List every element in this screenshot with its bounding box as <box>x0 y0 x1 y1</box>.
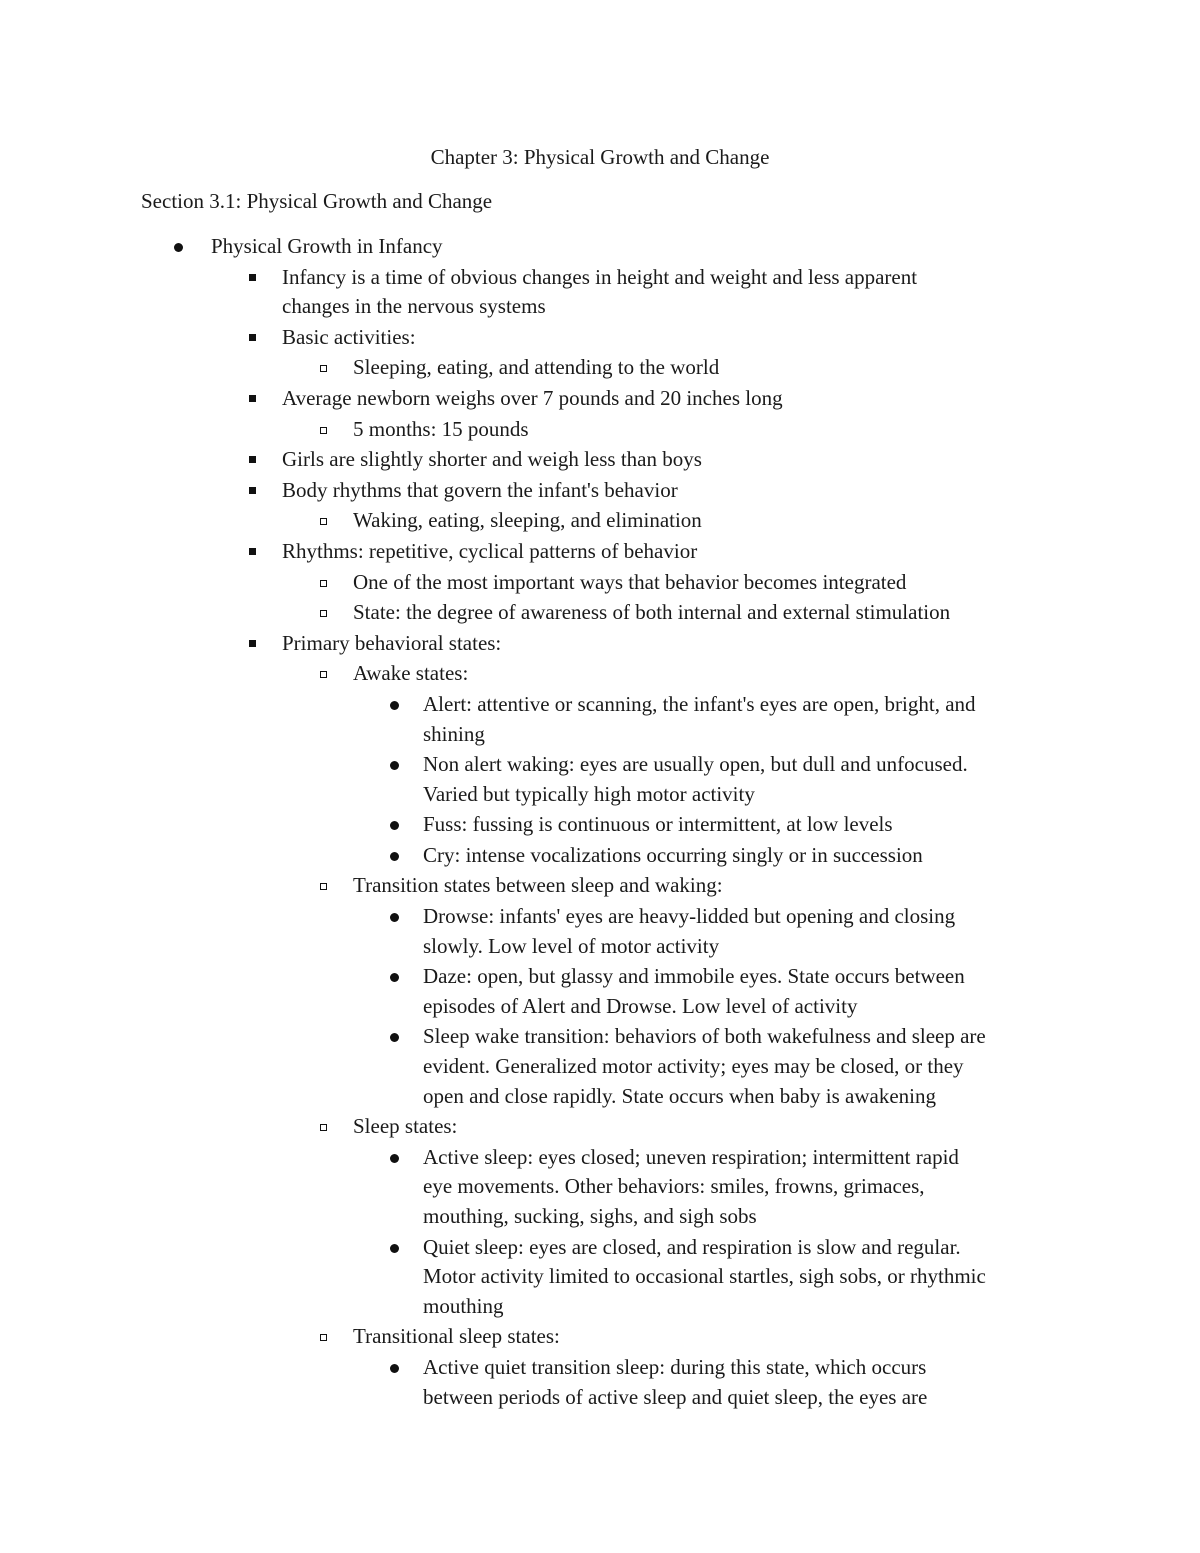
outline-text: Active quiet transition sleep: during this state, which occurs <box>423 1354 927 1379</box>
outline-text: shining <box>423 721 485 746</box>
bullet-open-square-icon <box>316 568 336 598</box>
outline-line <box>0 232 1200 262</box>
bullet-open-square-icon <box>316 659 336 689</box>
outline-line <box>0 445 1200 475</box>
bullet-open-square-icon <box>316 1112 336 1142</box>
outline-line <box>0 1172 1200 1202</box>
outline-line <box>0 962 1200 992</box>
bullet-dot-icon <box>386 1022 406 1052</box>
outline-line <box>0 871 1200 901</box>
outline-line <box>0 690 1200 720</box>
outline-line <box>0 263 1200 293</box>
outline-text: Alert: attentive or scanning, the infant's eyes are open, bright, and <box>423 691 976 716</box>
outline-line <box>0 720 1200 750</box>
outline-line <box>0 323 1200 353</box>
outline-line <box>0 992 1200 1022</box>
outline-line <box>0 629 1200 659</box>
outline-text: Physical Growth in Infancy <box>211 234 443 258</box>
outline-text: between periods of active sleep and quiet sleep, the eyes are <box>423 1384 928 1409</box>
outline-line <box>0 902 1200 932</box>
outline-text: One of the most important ways that behavior becomes integrated <box>353 569 907 594</box>
bullet-open-square-icon <box>316 506 336 536</box>
outline-line <box>0 1322 1200 1352</box>
bullet-dot-icon <box>170 232 190 262</box>
section-heading: Section 3.1: Physical Growth and Change <box>141 189 493 213</box>
outline-text: Active sleep: eyes closed; uneven respiration; intermittent rapid <box>423 1144 959 1169</box>
bullet-dot-icon <box>386 810 406 840</box>
outline-line <box>0 810 1200 840</box>
bullet-dot-icon <box>386 750 406 780</box>
outline-line <box>0 415 1200 445</box>
outline-line <box>0 537 1200 567</box>
bullet-dot-icon <box>386 841 406 871</box>
outline-text: Average newborn weighs over 7 pounds and 20 inches long <box>282 385 783 410</box>
outline-line <box>0 1292 1200 1322</box>
outline-text: mouthing <box>423 1293 504 1318</box>
outline-line <box>0 1233 1200 1263</box>
bullet-open-square-icon <box>316 415 336 445</box>
outline-text: Drowse: infants' eyes are heavy-lidded but opening and closing <box>423 904 956 929</box>
outline-line <box>0 1383 1200 1413</box>
bullet-dot-icon <box>386 902 406 932</box>
outline-line <box>0 292 1200 322</box>
bullet-square-icon <box>245 323 265 353</box>
outline-text: Infancy is a time of obvious changes in height and weight and less apparent <box>282 264 918 289</box>
outline-text: Awake states: <box>353 661 469 686</box>
bullet-dot-icon <box>386 1143 406 1173</box>
bullet-open-square-icon <box>316 598 336 628</box>
outline-line <box>0 1052 1200 1082</box>
outline-line <box>0 1112 1200 1142</box>
outline-line <box>0 659 1200 689</box>
outline-text: Transitional sleep states: <box>353 1324 560 1349</box>
bullet-square-icon <box>245 537 265 567</box>
outline-text: episodes of Alert and Drowse. Low level of activity <box>423 993 858 1018</box>
outline-text: Quiet sleep: eyes are closed, and respiration is slow and regular. <box>423 1234 961 1259</box>
outline-line <box>0 506 1200 536</box>
outline-text: Primary behavioral states: <box>282 630 502 655</box>
outline-text: Cry: intense vocalizations occurring singly or in succession <box>423 842 923 867</box>
outline-line <box>0 1022 1200 1052</box>
outline-text: Basic activities: <box>282 324 416 349</box>
bullet-dot-icon <box>386 962 406 992</box>
outline-text: Rhythms: repetitive, cyclical patterns of behavior <box>282 538 698 563</box>
outline-text: Daze: open, but glassy and immobile eyes. State occurs between <box>423 964 965 989</box>
outline-text: Varied but typically high motor activity <box>423 781 755 806</box>
outline-line <box>0 750 1200 780</box>
outline-text: Motor activity limited to occasional startles, sigh sobs, or rhythmic <box>423 1264 986 1289</box>
outline-text: Sleep wake transition: behaviors of both wakefulness and sleep are <box>423 1024 986 1049</box>
outline-text: State: the degree of awareness of both internal and external stimulation <box>353 600 951 625</box>
outline-text: Body rhythms that govern the infant's behavior <box>282 477 678 502</box>
outline-line <box>0 1202 1200 1232</box>
bullet-square-icon <box>245 384 265 414</box>
bullet-square-icon <box>245 445 265 475</box>
outline-text: Non alert waking: eyes are usually open, but dull and unfocused. <box>423 752 968 777</box>
outline-line <box>0 1082 1200 1112</box>
outline-text: Transition states between sleep and waking: <box>353 873 723 898</box>
outline-list <box>0 232 1200 1412</box>
bullet-open-square-icon <box>316 871 336 901</box>
outline-text: Sleeping, eating, and attending to the world <box>353 355 720 380</box>
outline-line <box>0 353 1200 383</box>
outline-line <box>0 1262 1200 1292</box>
outline-text: Sleep states: <box>353 1114 458 1139</box>
outline-line <box>0 1143 1200 1173</box>
outline-text: open and close rapidly. State occurs when baby is awakening <box>423 1083 936 1108</box>
outline-line <box>0 384 1200 414</box>
outline-text: eye movements. Other behaviors: smiles, frowns, grimaces, <box>423 1174 925 1199</box>
bullet-open-square-icon <box>316 353 336 383</box>
bullet-square-icon <box>245 263 265 293</box>
outline-line <box>0 476 1200 506</box>
outline-line <box>0 780 1200 810</box>
bullet-dot-icon <box>386 1233 406 1263</box>
outline-line <box>0 841 1200 871</box>
outline-line <box>0 932 1200 962</box>
bullet-square-icon <box>245 629 265 659</box>
chapter-title: Chapter 3: Physical Growth and Change <box>430 145 770 169</box>
bullet-open-square-icon <box>316 1322 336 1352</box>
outline-text: slowly. Low level of motor activity <box>423 933 720 958</box>
outline-text: Waking, eating, sleeping, and elimination <box>353 508 702 533</box>
bullet-dot-icon <box>386 1353 406 1383</box>
outline-line <box>0 1353 1200 1383</box>
outline-text: Girls are slightly shorter and weigh less than boys <box>282 447 702 472</box>
outline-text: Fuss: fussing is continuous or intermittent, at low levels <box>423 812 893 837</box>
outline-text: 5 months: 15 pounds <box>353 416 529 441</box>
bullet-square-icon <box>245 476 265 506</box>
outline-line <box>0 568 1200 598</box>
bullet-dot-icon <box>386 690 406 720</box>
outline-line <box>0 598 1200 628</box>
outline-text: changes in the nervous systems <box>282 294 546 319</box>
outline-text: mouthing, sucking, sighs, and sigh sobs <box>423 1204 757 1228</box>
outline-text: evident. Generalized motor activity; eyes may be closed, or they <box>423 1054 964 1079</box>
